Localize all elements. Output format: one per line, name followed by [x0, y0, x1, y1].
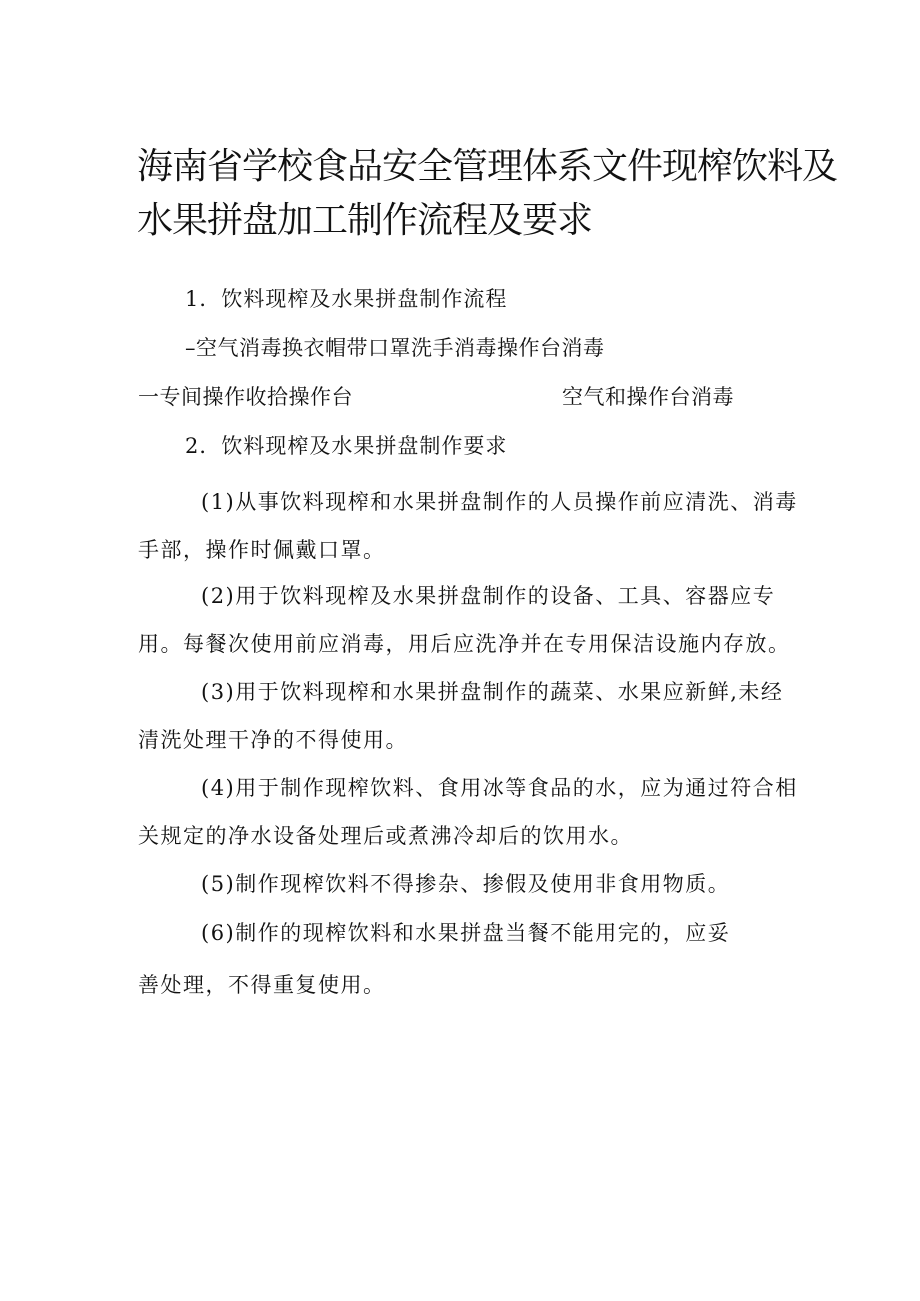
section-2-heading: 2．饮料现榨及水果拼盘制作要求	[185, 434, 508, 458]
requirement-item-4: (4)用于制作现榨饮料、食用冰等食品的水，应为通过符合相关规定的净水设备处理后或煮沸冷却后的饮用水。	[138, 776, 798, 848]
requirement-item-6-line-2: 善处理，不得重复使用。	[138, 973, 386, 997]
requirement-item-2: (2)用于饮料现榨及水果拼盘制作的设备、工具、容器应专用。每餐次使用前应消毒，用后应洗净并在专用保洁设施内存放。	[138, 584, 791, 656]
section-1-heading: 1．饮料现榨及水果拼盘制作流程	[185, 287, 508, 311]
flow-step-line-1: –空气消毒换衣帽带口罩洗手消毒操作台消毒	[185, 336, 605, 360]
requirement-item-5: (5)制作现榨饮料不得掺杂、掺假及使用非食用物质。	[201, 872, 731, 896]
requirement-item-6-line-1: (6)制作的现榨饮料和水果拼盘当餐不能用完的，应妥	[201, 921, 731, 945]
requirement-item-3: (3)用于饮料现榨和水果拼盘制作的蔬菜、水果应新鲜,未经清洗处理干净的不得使用。	[138, 680, 784, 752]
flow-step-line-2-right: 空气和操作台消毒	[562, 385, 734, 409]
document-title: 海南省学校食品安全管理体系文件现榨饮料及水果拼盘加工制作流程及要求	[137, 146, 838, 241]
flow-step-line-2-left: 一专间操作收拾操作台	[138, 385, 353, 409]
requirement-item-1: (1)从事饮料现榨和水果拼盘制作的人员操作前应清洗、消毒手部，操作时佩戴口罩。	[138, 490, 798, 562]
